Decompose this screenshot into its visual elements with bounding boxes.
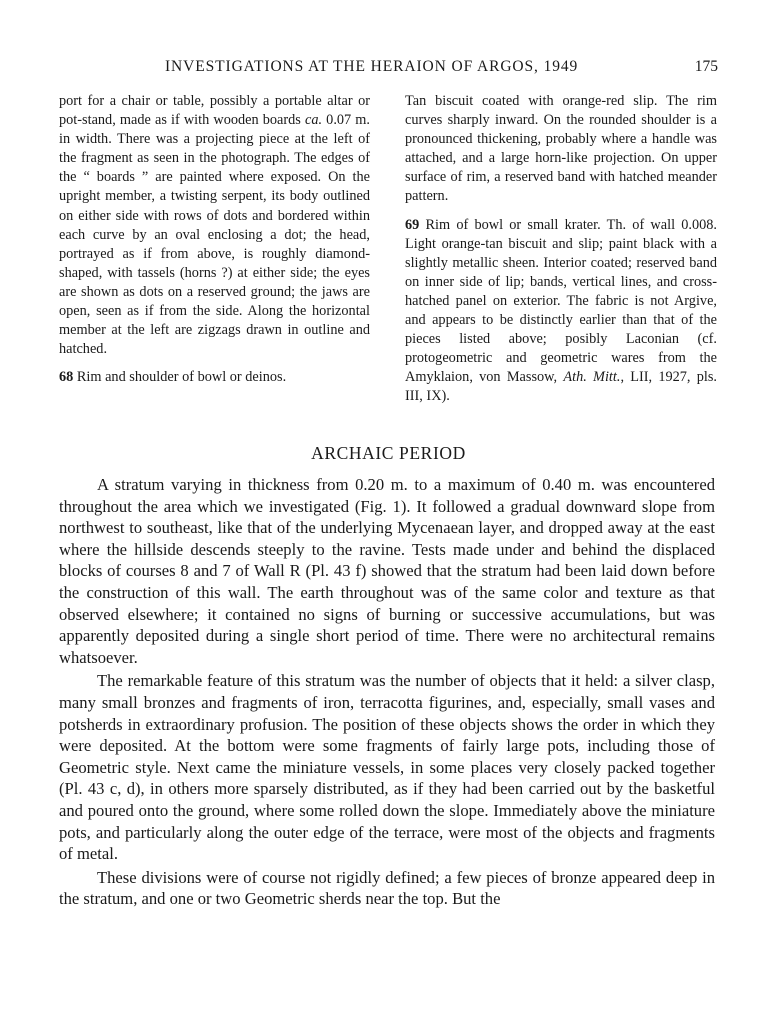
text-run: Tan biscuit coated with orange-red slip. The rim curves sharply inward. On the rounded shoulder is a pronounced thickening, probably where a handle was attached, and a large horn-like projection. On upper surface of rim, a reserved band with hatched meander pattern. bbox=[405, 93, 717, 205]
right-column bbox=[405, 92, 717, 407]
text-run: Rim of bowl or small krater. Th. of wall 0.008. Light orange-tan biscuit and slip; paint black with a slightly metallic sheen. Interior coated; reserved band on inner side of lip; bands, vertical lines, and cross-hatched panel on exterior. The fabric is not Argive, and appears to be distinctly earlier than that of the pieces listed above; posibly Laconian (cf. protogeometric and geometric wares from the Amyklaion, von Massow, bbox=[405, 216, 717, 386]
text-run: Rim and shoulder of bowl or deinos. bbox=[73, 369, 287, 386]
section-heading: ARCHAIC PERIOD bbox=[311, 443, 466, 463]
entry-number: 68 bbox=[59, 369, 74, 386]
left-column bbox=[59, 92, 370, 387]
italic-ca: ca. bbox=[304, 112, 323, 129]
page-number: 175 bbox=[694, 58, 718, 75]
section-body bbox=[59, 474, 715, 910]
text-run: 0.07 m. in width. There was a projecting piece at the left of the fragment as seen in the photograph. The edges of the “ boards ” are painted where exposed. On the upright member, a twisting serpent, its body outlined on either side with rows of dots and bordered within each curve by an oval enclosing a dot; the head, portrayed as if from above, is roughly diamond-shaped, with tassels (horns ?) at either side; the eyes are shown as dots on a reserved ground; the jaws are open, seen as if from the side. Along the horizontal member at the left are zigzags drawn in outline and hatched. bbox=[59, 112, 371, 358]
running-title: INVESTIGATIONS AT THE HERAION OF ARGOS, 1949 bbox=[165, 58, 579, 75]
text-run: , LII, 1927, pls. III, IX). bbox=[405, 369, 717, 405]
text-run: port for a chair or table, possibly a portable altar or pot-stand, made as if with wooden boards bbox=[59, 93, 370, 129]
body-paragraph: A stratum varying in thickness from 0.20 m. to a maximum of 0.40 m. was encountered throughout the area which we investigated (Fig. 1). It followed a gradual downward slope from northwest to southeast, like that of the underlying Mycenaean layer, and dropped away at the east where the hillside descends steeply to the ravine. Tests made under and behind the displaced blocks of courses 8 and 7 of Wall R (Pl. 43 f) showed that the stratum had been laid down before the construction of this wall. The earth throughout was of the same color and texture as that observed elsewhere; it contained no signs of burning or successive accumulations, but was apparently deposited during a single short period of time. There were no architectural remains whatsoever. bbox=[59, 475, 715, 667]
catalog-entry-68 bbox=[59, 368, 370, 387]
catalog-entry-67-continued bbox=[59, 92, 370, 359]
catalog-entry-68-continued bbox=[405, 92, 717, 207]
body-paragraph: The remarkable feature of this stratum was the number of objects that it held: a silver clasp, many small bronzes and fragments of iron, terracotta figurines, and, especially, small vases and potsherds in extraordinary profusion. The position of these objects shows the order in which they were deposited. At the bottom were some fragments of fairly large pots, including those of Geometric style. Next came the miniature vessels, in some places very closely packed together (Pl. 43 c, d), in others more sparsely distributed, as if they had been carried out by the basketful and poured onto the ground, where some rolled down the slope. Immediately above the miniature pots, and particularly along the outer edge of the terrace, were most of the objects and fragments of metal. bbox=[59, 671, 715, 864]
body-paragraph: These divisions were of course not rigidly defined; a few pieces of bronze appeared deep in the stratum, and one or two Geometric sherds near the top. But the bbox=[59, 867, 715, 909]
running-header bbox=[58, 58, 718, 84]
entry-number: 69 bbox=[405, 216, 420, 233]
catalog-entry-69 bbox=[405, 216, 717, 407]
italic-journal: Ath. Mitt. bbox=[563, 369, 621, 386]
